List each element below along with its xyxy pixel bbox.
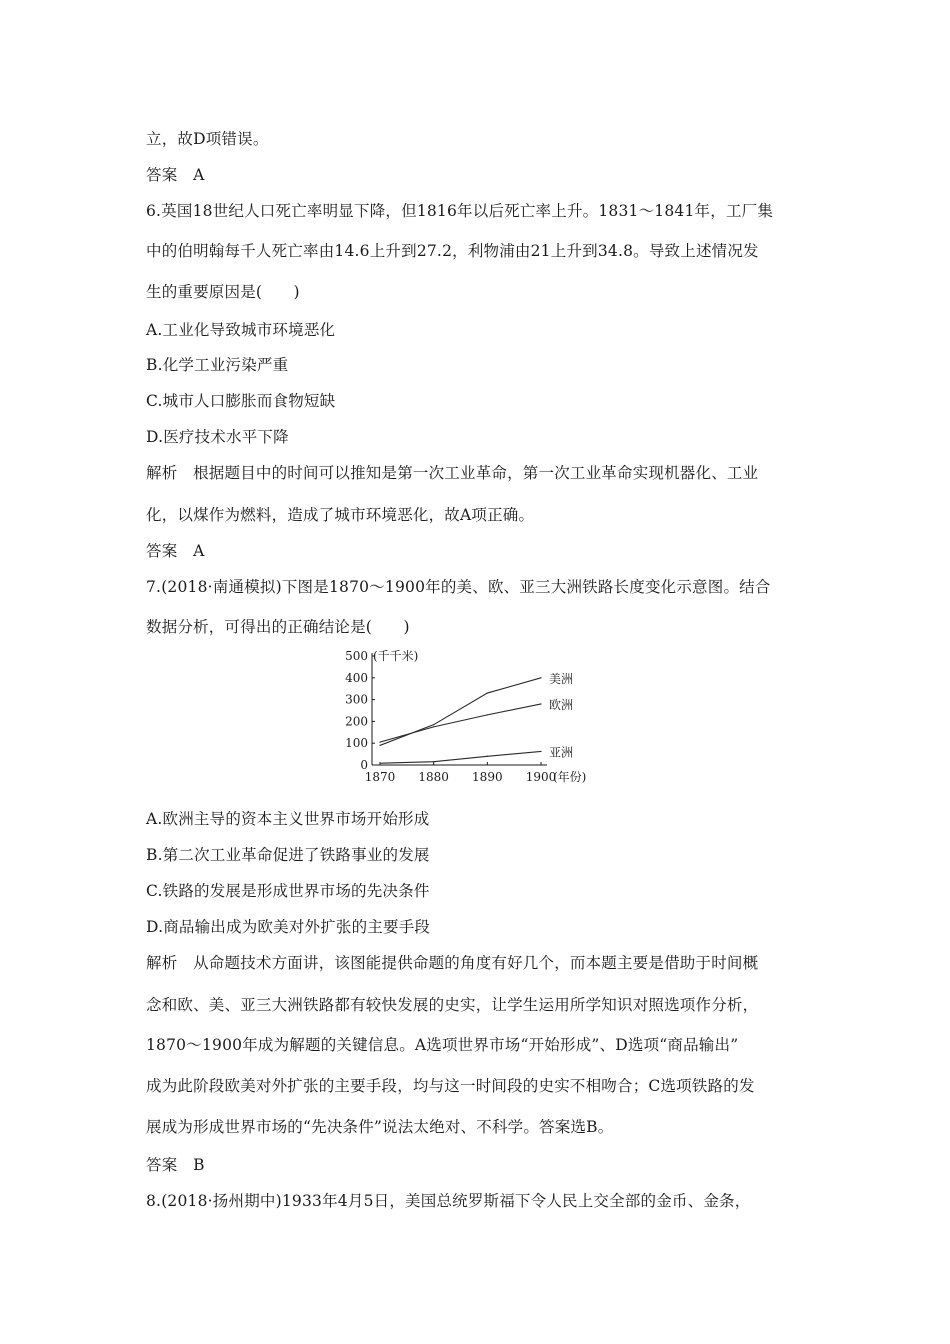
railway-chart: [340, 645, 610, 790]
question-stem: 中的伯明翰每千人死亡率由14.6上升到27.2，利物浦由21上升到34.8。导致上述情况发: [146, 242, 759, 260]
data-point: [379, 745, 380, 746]
x-tick-label: 1900: [525, 770, 557, 784]
analysis-line: 1870～1900年成为解题的关键信息。A选项世界市场“开始形成”、D选项“商品输出”: [146, 1036, 739, 1054]
y-tick-label: 0: [360, 758, 368, 772]
option-a: A.欧洲主导的资本主义世界市场开始形成: [146, 810, 430, 828]
x-tick-label: 1880: [418, 770, 449, 784]
y-tick-label: 400: [345, 670, 368, 685]
option-c: C.城市人口膨胀而食物短缺: [146, 392, 336, 410]
analysis-line: 成为此阶段欧美对外扩张的主要手段，均与这一时间段的史实不相吻合；C选项铁路的发: [146, 1077, 755, 1095]
option-d: D.商品输出成为欧美对外扩张的主要手段: [146, 918, 431, 936]
analysis-line: 化，以煤作为燃料，造成了城市环境恶化，故A项正确。: [146, 506, 535, 524]
series-line: [380, 751, 541, 763]
data-point: [540, 751, 541, 752]
answer-line: 答案 A: [146, 166, 205, 184]
railway-chart-svg: [340, 645, 610, 790]
data-point: [433, 761, 434, 762]
question-stem: 6.英国18世纪人口死亡率明显下降，但1816年以后死亡率上升。1831～1841年，工厂集: [146, 202, 774, 220]
question-stem: 7.(2018·南通模拟)下图是1870～1900年的美、欧、亚三大洲铁路长度变化示意图。结合: [146, 578, 771, 596]
option-d: D.医疗技术水平下降: [146, 428, 289, 446]
data-point: [379, 763, 380, 764]
y-tick-label: 200: [345, 714, 368, 729]
data-point: [379, 742, 380, 743]
question-stem: 数据分析，可得出的正确结论是( ): [146, 618, 410, 636]
data-point: [433, 724, 434, 725]
y-tick-label: 300: [345, 692, 368, 707]
option-c: C.铁路的发展是形成世界市场的先决条件: [146, 882, 430, 900]
answer-line: 答案 A: [146, 542, 205, 560]
text-line: 立，故D项错误。: [146, 130, 269, 148]
analysis-line: 展成为形成世界市场的“先决条件”说法太绝对、不科学。答案选B。: [146, 1118, 614, 1136]
analysis-line: 解析 从命题技术方面讲，该图能提供命题的角度有好几个，而本题主要是借助于时间概: [146, 954, 759, 972]
data-point: [540, 677, 541, 678]
x-tick-label: 1870: [364, 770, 396, 784]
y-tick-label: 100: [345, 736, 368, 751]
data-point: [487, 714, 488, 715]
series-label: 亚洲: [549, 745, 574, 760]
data-point: [487, 692, 488, 693]
series-label: 美洲: [549, 671, 574, 686]
data-point: [540, 703, 541, 704]
option-a: A.工业化导致城市环境恶化: [146, 321, 336, 339]
answer-line: 答案 B: [146, 1156, 205, 1174]
analysis-line: 念和欧、美、亚三大洲铁路都有较快发展的史实，让学生运用所学知识对照选项作分析，: [146, 996, 759, 1014]
question-stem: 生的重要原因是( ): [146, 283, 300, 301]
y-tick-label: 500: [345, 649, 368, 663]
x-tick-label: 1890: [472, 770, 503, 784]
data-point: [487, 756, 488, 757]
analysis-line: 解析 根据题目中的时间可以推知是第一次工业革命，第一次工业革命实现机器化、工业: [146, 464, 759, 482]
series-label: 欧洲: [549, 697, 574, 712]
option-b: B.第二次工业革命促进了铁路事业的发展: [146, 846, 430, 864]
question-stem: 8.(2018·扬州期中)1933年4月5日，美国总统罗斯福下令人民上交全部的金币、金条，: [146, 1192, 751, 1210]
y-axis-label: (千千米): [373, 649, 419, 663]
x-axis-label: (年份): [553, 770, 587, 784]
option-b: B.化学工业污染严重: [146, 356, 289, 374]
data-point: [433, 726, 434, 727]
